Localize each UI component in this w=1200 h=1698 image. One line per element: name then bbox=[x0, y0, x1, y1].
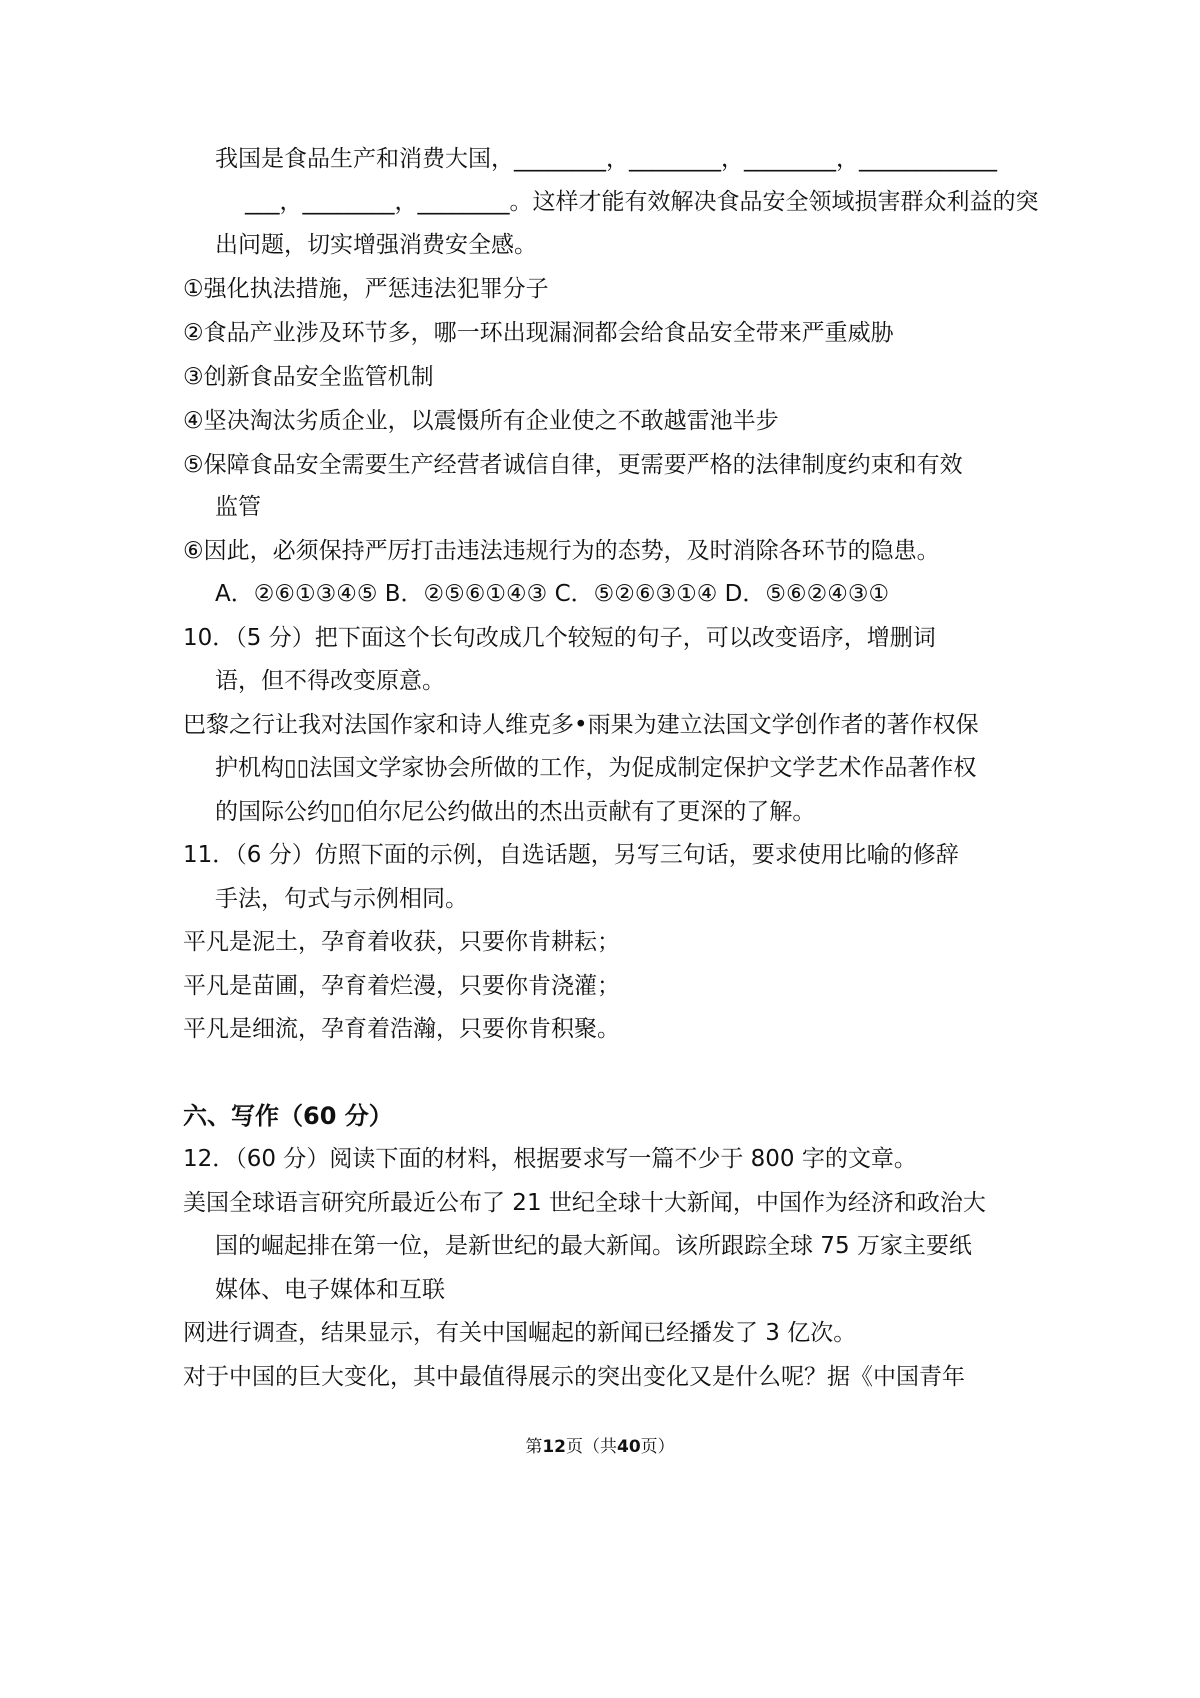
q11-stem-line-1: 11．（6 分）仿照下面的示例，自选话题，另写三句话，要求使用比喻的修辞 bbox=[183, 842, 959, 868]
q9-item-5-cont: 监管 bbox=[215, 494, 261, 520]
footer-total-pages: 40 bbox=[617, 1437, 641, 1457]
q12-text-line-4: 网进行调查，结果显示，有关中国崛起的新闻已经播发了 3 亿次。 bbox=[183, 1320, 857, 1346]
page-footer bbox=[0, 1430, 1200, 1464]
footer-suffix: 页） bbox=[640, 1437, 675, 1457]
q12-stem: 12．（60 分）阅读下面的材料，根据要求写一篇不少于 800 字的文章。 bbox=[183, 1146, 917, 1172]
q12-text-line-1: 美国全球语言研究所最近公布了 21 世纪全球十大新闻，中国作为经济和政治大 bbox=[183, 1190, 986, 1216]
q9-item-5: ⑤保障食品安全需要生产经营者诚信自律，更需要严格的法律制度约束和有效 bbox=[183, 452, 963, 478]
footer-middle: 页（共 bbox=[566, 1437, 617, 1457]
q10-text-line-2: 护机构▯▯法国文学家协会所做的工作，为促成制定保护文学艺术作品著作权 bbox=[215, 755, 977, 781]
q10-text-line-1: 巴黎之行让我对法国作家和诗人维克多•雨果为建立法国文学创作者的著作权保 bbox=[183, 712, 979, 738]
q11-stem-line-2: 手法，句式与示例相同。 bbox=[215, 886, 468, 912]
q11-example-1: 平凡是泥土，孕育着收获，只要你肯耕耘； bbox=[183, 929, 620, 955]
section-heading: 六、写作（60 分） bbox=[183, 1102, 393, 1130]
q9-item-6: ⑥因此，必须保持严厉打击违法违规行为的态势，及时消除各环节的隐患。 bbox=[183, 538, 940, 564]
q9-item-3: ③创新食品安全监管机制 bbox=[183, 364, 434, 390]
q10-stem-line-2: 语，但不得改变原意。 bbox=[215, 668, 445, 694]
q11-example-3: 平凡是细流，孕育着浩瀚，只要你肯积聚。 bbox=[183, 1016, 620, 1042]
q10-stem-line-1: 10．（5 分）把下面这个长句改成几个较短的句子，可以改变语序，增删词 bbox=[183, 625, 936, 651]
q9-item-2: ②食品产业涉及环节多，哪一环出现漏洞都会给食品安全带来严重威胁 bbox=[183, 320, 894, 346]
q10-text-line-3: 的国际公约▯▯伯尔尼公约做出的杰出贡献有了更深的了解。 bbox=[215, 799, 816, 825]
q9-options: A．②⑥①③④⑤ B．②⑤⑥①④③ C．⑤②⑥③①④ D．⑤⑥②④③① bbox=[215, 581, 890, 607]
footer-prefix: 第 bbox=[525, 1437, 543, 1457]
footer-page-number: 12 bbox=[542, 1437, 566, 1457]
q9-item-1: ①强化执法措施，严惩违法犯罪分子 bbox=[183, 276, 549, 302]
q12-text-line-2: 国的崛起排在第一位，是新世纪的最大新闻。该所跟踪全球 75 万家主要纸 bbox=[215, 1233, 972, 1259]
q12-text-line-5: 对于中国的巨大变化，其中最值得展示的突出变化又是什么呢？据《中国青年 bbox=[183, 1364, 965, 1390]
q9-stem-line-2: ___，________，________。这样才能有效解决食品安全领域损害群众利益的突 bbox=[245, 189, 1039, 215]
q9-item-4: ④坚决淘汰劣质企业，以震慑所有企业使之不敢越雷池半步 bbox=[183, 408, 779, 434]
q9-stem-line-3: 出问题，切实增强消费安全感。 bbox=[215, 232, 537, 258]
q11-example-2: 平凡是苗圃，孕育着烂漫，只要你肯浇灌； bbox=[183, 973, 620, 999]
q12-text-line-3: 媒体、电子媒体和互联 bbox=[215, 1277, 445, 1303]
q9-stem-line-1: 我国是食品生产和消费大国，________，________，________，____________ bbox=[215, 146, 997, 172]
